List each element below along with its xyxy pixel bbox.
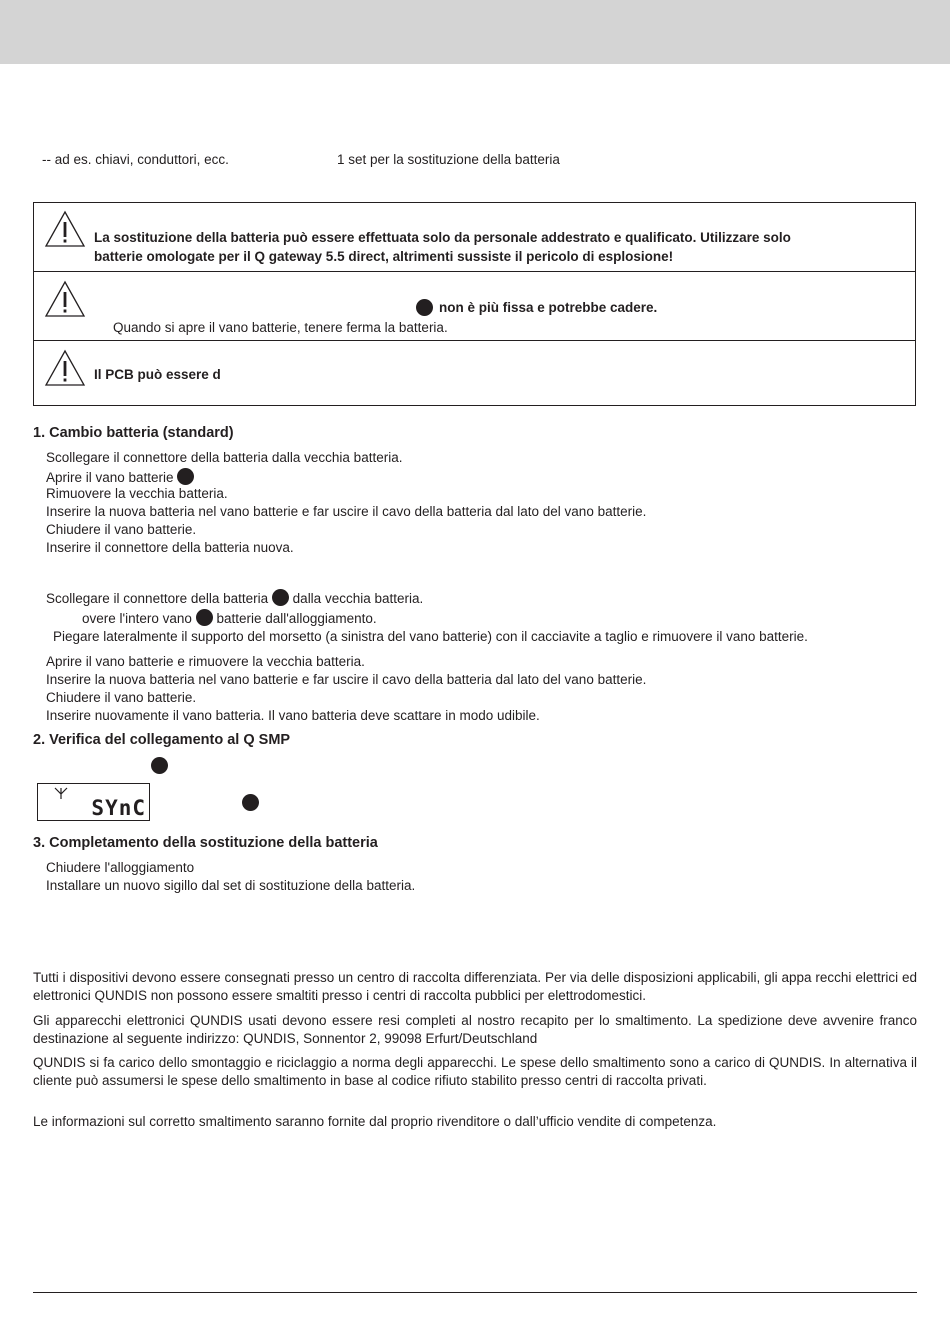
step-text: Inserire il connettore della batteria nuova. <box>46 540 294 555</box>
alt-step-text: Inserire nuovamente il vano batteria. Il vano batteria deve scattare in modo udibile. <box>46 708 540 723</box>
disposal-paragraph-4: Le informazioni sul corretto smaltimento saranno fornite dal proprio rivenditore o dall’ufficio vendite di competenza. <box>33 1114 717 1129</box>
step-text: Installare un nuovo sigillo dal set di sostituzione della batteria. <box>46 878 416 893</box>
disposal-paragraph-1: Tutti i dispositivi devono essere consegnati presso un centro di raccolta differenziata. Per via delle disposizioni applicabili, gli appa recchi elettrici ed elettronici QUNDIS non possono essere smaltiti presso i centri di raccolta pubblici per elettrodomestici. <box>33 970 917 1003</box>
antenna-icon <box>54 787 68 800</box>
alt-step-text <box>46 589 423 606</box>
callout-marker <box>151 757 168 774</box>
warning-2-line-2: Quando si apre il vano batterie, tenere ferma la batteria. <box>113 320 448 335</box>
step-text: Inserire la nuova batteria nel vano batterie e far uscire il cavo della batteria dal lato del vano batterie. <box>46 504 647 519</box>
step-text: Rimuovere la vecchia batteria. <box>46 486 228 501</box>
alt-step-1-a: Scollegare il connettore della batteria <box>46 591 269 606</box>
callout-marker <box>416 299 433 316</box>
section-1-heading: 1. Cambio batteria (standard) <box>33 425 234 441</box>
warning-row-3 <box>34 340 915 407</box>
callout-marker <box>242 794 259 811</box>
tools-note: -- ad es. chiavi, conduttori, ecc. <box>42 152 229 167</box>
step-text <box>46 468 194 485</box>
alt-step-text: Piegare lateralmente il supporto del morsetto (a sinistra del vano batterie) con il cacciavite a taglio e rimuovere il vano batterie. <box>53 629 808 644</box>
alt-step-2-b: batterie dall'alloggiamento. <box>216 611 377 626</box>
alt-step-text: Inserire la nuova batteria nel vano batterie e far uscire il cavo della batteria dal lato del vano batterie. <box>46 672 647 687</box>
alt-step-text: Aprire il vano batterie e rimuovere la vecchia batteria. <box>46 654 365 669</box>
callout-marker <box>177 468 194 485</box>
lcd-text: SYnC <box>91 796 146 820</box>
warning-row-1 <box>34 203 915 271</box>
warning-1-line-2: batterie omologate per il Q gateway 5.5 direct, altrimenti sussiste il pericolo di esplosione! <box>94 249 674 264</box>
warning-3-line-1: Il PCB può essere d <box>94 367 221 382</box>
warning-triangle-icon <box>44 349 86 387</box>
warnings-box <box>33 202 916 406</box>
step-text: Scollegare il connettore della batteria dalla vecchia batteria. <box>46 450 403 465</box>
alt-step-2-a: overe l'intero vano <box>82 611 192 626</box>
alt-step-1-b: dalla vecchia batteria. <box>292 591 424 606</box>
step-label: Aprire il vano batterie <box>46 470 174 485</box>
callout-marker <box>272 589 289 606</box>
warning-triangle-icon <box>44 280 86 318</box>
footer-rule <box>33 1292 917 1293</box>
warning-1-line-1: La sostituzione della batteria può essere effettuata solo da personale addestrato e qualificato. Utilizzare solo <box>94 230 791 245</box>
section-2-heading: 2. Verifica del collegamento al Q SMP <box>33 732 291 748</box>
battery-set-note: 1 set per la sostituzione della batteria <box>337 152 560 167</box>
warning-row-2 <box>34 271 915 340</box>
step-text: Chiudere il vano batterie. <box>46 522 197 537</box>
callout-marker <box>196 609 213 626</box>
warning-triangle-icon <box>44 210 86 248</box>
disposal-paragraph-3: QUNDIS si fa carico dello smontaggio e riciclaggio a norma degli apparecchi. Le spese dello smaltimento sono a carico di QUNDIS. In alternativa il cliente può assumersi le spese dello smaltimento in base al codice rifiuto stabilito presso centri di raccolta privati. <box>33 1055 917 1088</box>
section-3-heading: 3. Completamento della sostituzione della batteria <box>33 835 378 851</box>
alt-step-text: Chiudere il vano batterie. <box>46 690 197 705</box>
step-text: Chiudere l'alloggiamento <box>46 860 195 875</box>
alt-step-text <box>82 609 377 626</box>
header-band <box>0 0 950 64</box>
warning-2-line-1: non è più fissa e potrebbe cadere. <box>439 300 658 315</box>
disposal-paragraph-2: Gli apparecchi elettronici QUNDIS usati devono essere resi completi al nostro recapito per lo smaltimento. La spedizione deve avvenire franco destinazione al seguente indirizzo: QUNDIS, Sonnentor 2, 99098 Erfurt/Deutschland <box>33 1013 917 1046</box>
lcd-display <box>37 783 150 821</box>
